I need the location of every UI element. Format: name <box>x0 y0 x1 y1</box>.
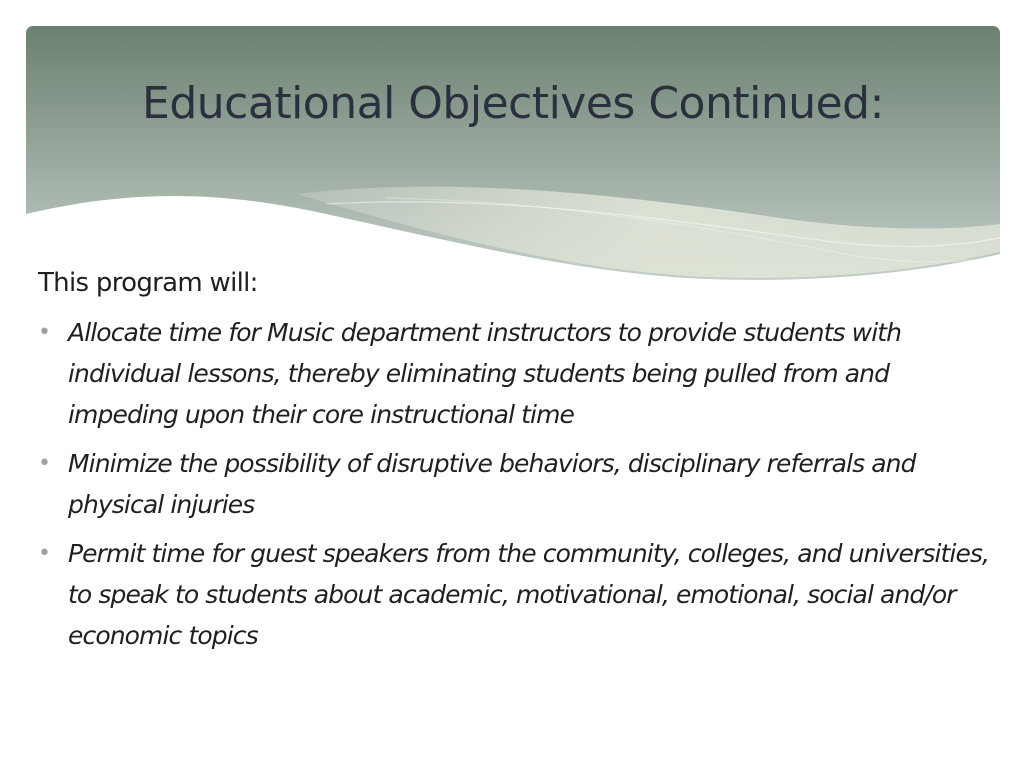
bullet-dot-icon: • <box>38 320 51 345</box>
bullet-text: Allocate time for Music department instructors to provide students with individual lessons, thereby eliminating students being pulled from and impeding upon their core instructional time <box>68 318 902 429</box>
bullet-dot-icon: • <box>38 541 51 566</box>
intro-text: This program will: <box>38 268 258 298</box>
slide-title: Educational Objectives Continued: <box>142 78 884 129</box>
bullet-list <box>38 312 998 656</box>
wave-decoration <box>26 26 1000 286</box>
bullet-text: Minimize the possibility of disruptive behaviors, disciplinary referrals and physical injuries <box>68 449 916 519</box>
header-band <box>26 26 1000 286</box>
bullet-item <box>38 533 998 656</box>
bullet-text: Permit time for guest speakers from the community, colleges, and universities, to speak to students about academic, motivational, emotional, social and/or economic topics <box>68 539 990 650</box>
slide-body <box>38 262 998 664</box>
bullet-dot-icon: • <box>38 451 51 476</box>
bullet-item <box>38 443 998 525</box>
bullet-item <box>38 312 998 435</box>
